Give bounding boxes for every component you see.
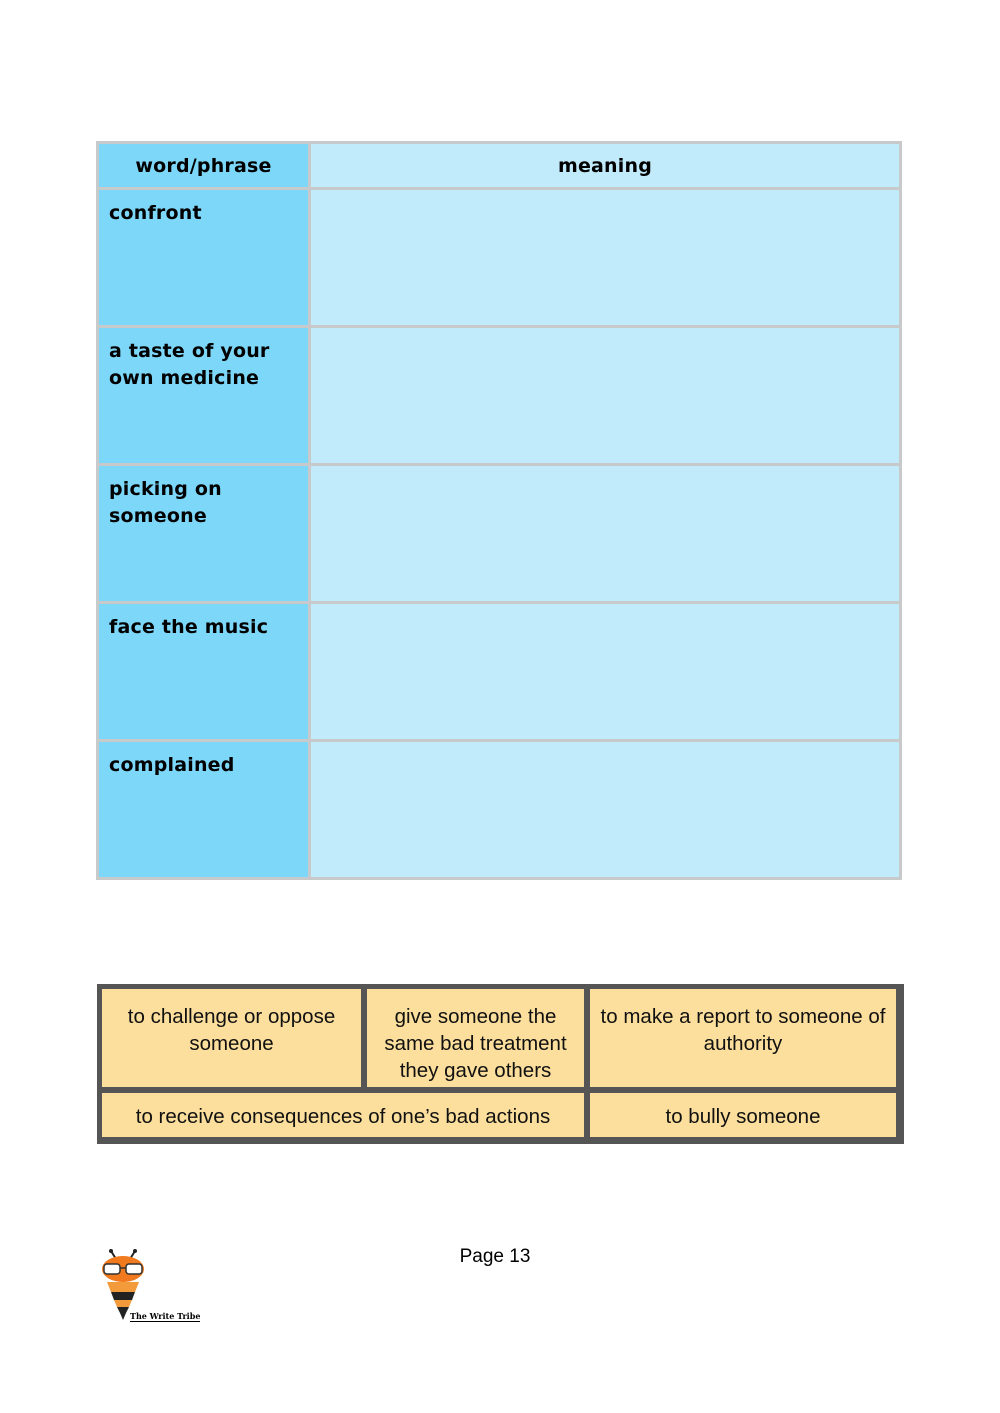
table-row <box>98 189 901 327</box>
table-header-row <box>98 143 901 189</box>
header-word-phrase: word/phrase <box>98 143 310 189</box>
header-meaning: meaning <box>310 143 901 189</box>
word-cell-complained: complained <box>98 741 310 879</box>
table-row <box>98 741 901 879</box>
table-row <box>98 327 901 465</box>
definition-card-consequences[interactable]: to receive consequences of one’s bad actions <box>102 1093 584 1137</box>
word-cell-face-the-music: face the music <box>98 603 310 741</box>
definition-card-bully[interactable]: to bully someone <box>590 1093 896 1137</box>
meaning-drop-cell[interactable] <box>310 603 901 741</box>
table-row <box>98 603 901 741</box>
table-row <box>98 465 901 603</box>
definition-card-same-treatment[interactable]: give someone the same bad treatment they gave others <box>367 989 584 1087</box>
word-cell-taste-of-medicine: a taste of your own medicine <box>98 327 310 465</box>
definition-card-challenge[interactable]: to challenge or oppose someone <box>102 989 361 1087</box>
word-cell-picking-on-someone: picking on someone <box>98 465 310 603</box>
meaning-drop-cell[interactable] <box>310 189 901 327</box>
definition-card-report[interactable]: to make a report to someone of authority <box>590 989 896 1087</box>
meaning-drop-cell[interactable] <box>310 327 901 465</box>
vocabulary-table <box>96 141 902 880</box>
meaning-drop-cell[interactable] <box>310 741 901 879</box>
definition-word-bank <box>97 984 904 1144</box>
page-number: Page 13 <box>459 1246 531 1267</box>
word-cell-confront: confront <box>98 189 310 327</box>
meaning-drop-cell[interactable] <box>310 465 901 603</box>
logo-brand-text: The Write Tribe <box>130 1311 201 1321</box>
